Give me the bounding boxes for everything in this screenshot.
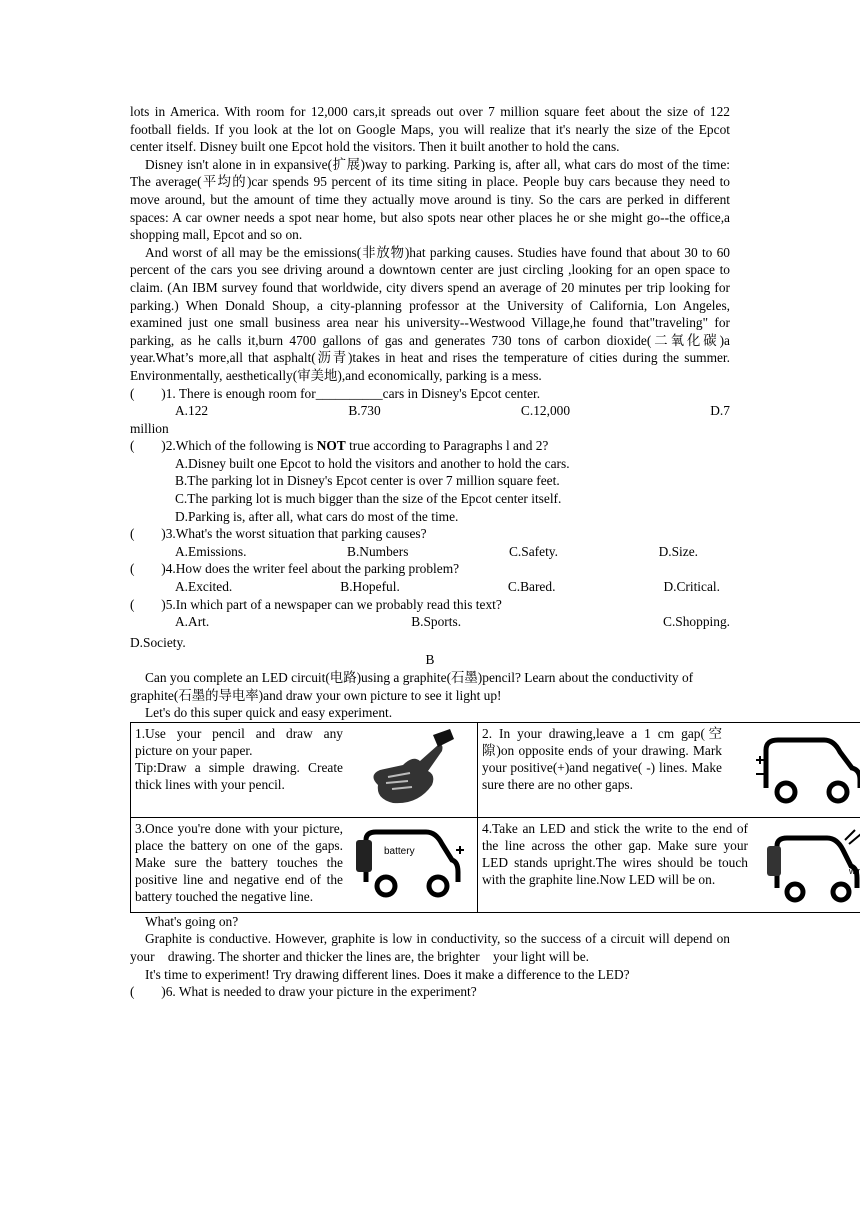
car-drawing-icon <box>748 725 860 815</box>
wire-label: wir <box>849 865 860 876</box>
question-6-stem: ( )6. What is needed to draw your picture in the experiment? <box>130 984 477 1000</box>
step-2-cell <box>478 722 860 817</box>
paragraph-2: Disney isn't alone in in expansive(扩展)way to parking. Parking is, after all, what cars do most of the time: The average(平均的)car spends 95 percent of its time siting in place. People buy cars because they need to move around, but the amount of time they actually move around is tiny. So the cars are perked in different spaces: A car owner needs a spot near home, but also spots near other places he or she might go--the office,a shopping mall, Epcot and so on. <box>130 156 730 243</box>
intro-line-2: graphite(石墨的导电率)and draw your own picture to see it light up! <box>130 687 502 703</box>
stem-bold: NOT <box>316 438 346 454</box>
option-d: D.Size. <box>658 543 698 559</box>
after-line-1: What's going on? <box>145 913 239 929</box>
option-b: B.Numbers <box>347 543 409 559</box>
option-c: C.12,000 <box>520 403 571 419</box>
step-4-cell <box>478 817 860 912</box>
option-a: A.Excited. <box>175 579 233 595</box>
question-2-stem <box>130 437 730 455</box>
step-1-tip: Tip:Draw a simple drawing. Create thick lines with your pencil. <box>135 759 343 792</box>
option-d: D.Society. <box>130 634 186 650</box>
document-page <box>130 103 860 1001</box>
question-3-options <box>130 543 730 561</box>
option-a: A.122 <box>175 403 209 419</box>
section-heading-b: B <box>425 652 435 668</box>
option-b: B.The parking lot in Disney's Epcot center is over 7 million square feet. <box>175 473 560 489</box>
question-1-options <box>130 402 730 420</box>
question-5 <box>130 596 730 652</box>
option-b: B.Hopeful. <box>340 579 400 595</box>
question-1 <box>130 385 730 438</box>
step-2-text: 2. In your drawing,leave a 1 cm gap(空隙)on opposite ends of your drawing. Mark your positive(+)and negative( -) lines. Make sure there are no other gaps. <box>482 725 722 792</box>
intro-line-1: Can you complete an LED circuit(电路)using a graphite(石墨)pencil? Learn about the conductivity of <box>145 670 694 685</box>
battery-label: battery <box>384 845 415 857</box>
option-a: A.Disney built one Epcot to hold the visitors and another to hold the cars. <box>175 455 570 471</box>
question-5-options <box>130 613 730 631</box>
step-4-text: 4.Take an LED and stick the write to the end of the line across the other gap. Make sure your LED stands upright.The wires should be touch with the graphite line.Now LED will be on. <box>482 820 748 887</box>
question-4-options <box>130 578 730 596</box>
option-a: A.Art. <box>175 614 210 630</box>
option-c: C.Bared. <box>507 579 556 595</box>
step-3-cell <box>131 817 478 912</box>
option-b: B.Sports. <box>411 614 462 630</box>
step-1-text: 1.Use your pencil and draw any picture on your paper. <box>135 725 343 758</box>
option-b: B.730 <box>348 403 381 419</box>
experiment-steps-table <box>130 722 860 913</box>
option-d-continued: million <box>130 420 169 436</box>
option-a: A.Emissions. <box>175 543 247 559</box>
question-3-stem: ( )3.What's the worst situation that parking causes? <box>130 526 427 542</box>
hand-drawing-icon <box>343 725 473 815</box>
question-1-stem: ( )1. There is enough room for__________cars in Disney's Epcot center. <box>130 385 541 401</box>
question-4 <box>130 560 730 595</box>
paragraph-1: lots in America. With room for 12,000 cars,it spreads out over 7 million square feet about the size of 122 football fields. If you look at the lot on Google Maps, you will realize that it's nearly the size of the Epcot center itself. Disney built one Epcot hold the visitors. Then it built another to hold the cans. <box>130 104 730 155</box>
option-d: D.Parking is, after all, what cars do most of the time. <box>175 508 459 524</box>
option-c: C.Shopping. <box>663 614 730 630</box>
option-d: D.7 <box>710 403 730 419</box>
stem-text: ( )2.Which of the following is <box>130 438 317 454</box>
after-line-2: Graphite is conductive. However, graphite is low in conductivity, so the success of a circuit will depend on your drawing. The shorter and thicker the lines are, the brighter your light will be. <box>130 931 730 964</box>
stem-text-end: true according to Paragraphs l and 2? <box>345 438 549 454</box>
option-d: D.Critical. <box>663 579 720 595</box>
after-line-3: It's time to experiment! Try drawing different lines. Does it make a difference to the LED? <box>145 966 630 982</box>
step-3-text: 3.Once you're done with your picture, place the battery on one of the gaps. Make sure the battery touches the positive line and negative end of the battery touched the negative line. <box>135 820 343 904</box>
option-c: C.The parking lot is much bigger than the size of the Epcot center itself. <box>175 491 562 507</box>
option-c: C.Safety. <box>509 543 558 559</box>
question-3 <box>130 525 730 560</box>
paragraph-3: And worst of all may be the emissions(非放物)hat parking causes. Studies have found that about 30 to 60 percent of the cars you see driving around a downtown center are just circling ,looking for an open space to claim. (An IBM survey found that worldwide, city divers spend an average of 20 minutes per trip looking for parking.) When Donald Shoup, a city-planning professor at the University of California, Lon Angeles, examined just one small business area near his university--Westwood Village,he found that"traveling" for parking, as he calls it,burn 4700 gallons of gas and generates 730 tons of carbon dioxide(二氧化碳)a year.What’s more,all that asphalt(沥青)takes in heat and rises the temperature of cities during the summer. Environmentally, aesthetically(审美地),and economically, parking is a mess. <box>130 244 730 383</box>
question-4-stem: ( )4.How does the writer feel about the parking problem? <box>130 561 460 577</box>
led-car-icon <box>748 820 860 910</box>
intro-line-3: Let's do this super quick and easy experiment. <box>145 705 393 721</box>
step-1-cell <box>131 722 478 817</box>
battery-car-icon <box>343 820 473 910</box>
question-2 <box>130 437 730 525</box>
question-5-stem: ( )5.In which part of a newspaper can we probably read this text? <box>130 596 502 612</box>
